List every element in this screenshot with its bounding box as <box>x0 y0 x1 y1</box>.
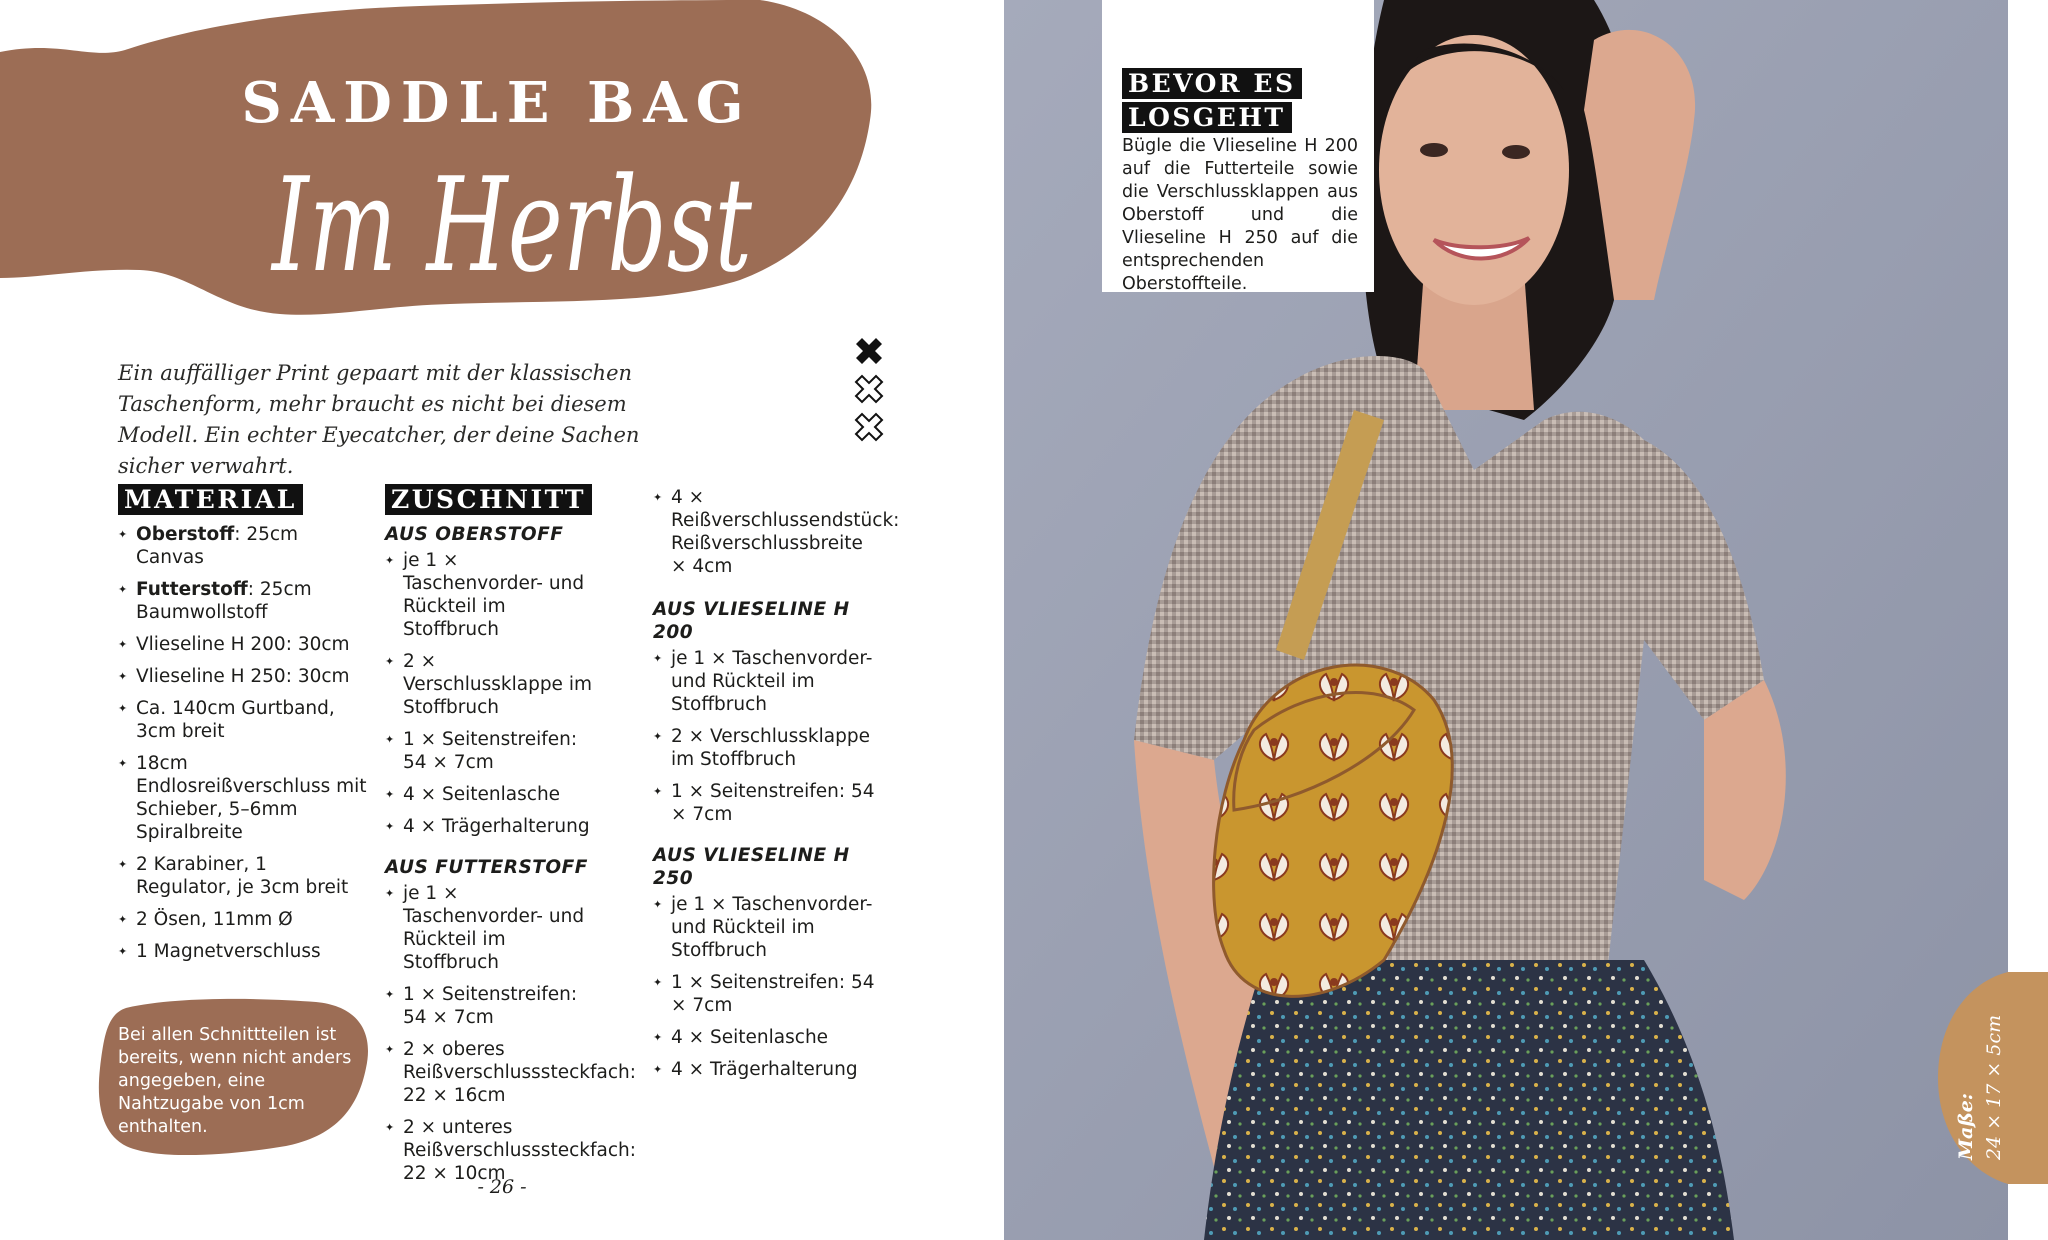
h250-list <box>653 893 878 1081</box>
list-item: ✦ 4 × Reißverschlussendstück: Reißverschlussbreite × 4cm <box>653 486 878 578</box>
futterstoff-list <box>385 882 636 1185</box>
list-item: ✦ 4 × Trägerhalterung <box>385 815 600 838</box>
list-item: ✦ 18cm Endlosreißverschluss mit Schieber, 5–6mm Spiralbreite <box>118 752 368 844</box>
list-item: ✦ je 1 × Taschenvorder- und Rückteil im Stoffbruch <box>653 893 878 962</box>
infobox-heading-2: LOSGEHT <box>1122 102 1292 133</box>
list-item: ✦ Futterstoff: 25cm Baumwollstoff <box>118 578 368 624</box>
futterstoff-subheading: AUS FUTTERSTOFF <box>385 857 588 878</box>
x-marks <box>852 336 886 448</box>
oberstoff-list <box>385 549 600 838</box>
x-mark-outline-icon <box>856 376 882 402</box>
x-mark-outline-icon <box>856 414 882 440</box>
zuschnitt-column <box>385 484 636 1194</box>
list-item: ✦ 4 × Seitenlasche <box>653 1026 878 1049</box>
infobox-text: Bügle die Vlieseline H 200 auf die Futterteile sowie die Verschlussklappen aus Oberstoff und die Vlieseline H 250 auf die entsprechenden Oberstoffteile. <box>1122 136 1358 294</box>
list-item: ✦ 1 × Seitenstreifen: 54 × 7cm <box>653 971 878 1017</box>
zuschnitt-column-2 <box>653 486 900 1090</box>
list-item: ✦ 4 × Seitenlasche <box>385 783 600 806</box>
intro-text: Ein auffälliger Print gepaart mit der klassischen Taschenform, mehr braucht es nicht bei diesem Modell. Ein echter Eyecatcher, der deine Sachen sicher verwahrt. <box>118 361 640 478</box>
measurement-text <box>1938 1010 2008 1160</box>
material-column <box>118 484 368 972</box>
list-item: ✦ je 1 × Taschenvorder- und Rückteil im Stoffbruch <box>385 882 600 974</box>
list-item: ✦ Vlieseline H 250: 30cm <box>118 665 368 688</box>
list-item: ✦ 1 × Seitenstreifen: 54 × 7cm <box>385 983 600 1029</box>
list-item: ✦ je 1 × Taschenvorder- und Rückteil im Stoffbruch <box>653 647 878 716</box>
infobox-headings <box>1122 68 1302 136</box>
infobox-heading-1: BEVOR ES <box>1122 68 1302 99</box>
extra-list <box>653 486 900 578</box>
list-item: ✦ Ca. 140cm Gurtband, 3cm breit <box>118 697 368 743</box>
material-list <box>118 523 368 963</box>
before-start-infobox <box>1102 0 1374 292</box>
list-item: ✦ Vlieseline H 200: 30cm <box>118 633 368 656</box>
list-item: ✦ 2 Ösen, 11mm Ø <box>118 908 368 931</box>
seam-allowance-note: Bei allen Schnittteilen ist bereits, wenn nicht anders angegeben, eine Nahtzugabe von 1cm enthalten. <box>118 1025 352 1137</box>
left-page <box>0 0 1004 1240</box>
list-item: ✦ Oberstoff: 25cm Canvas <box>118 523 368 569</box>
list-item: ✦ 4 × Trägerhalterung <box>653 1058 878 1081</box>
h200-subheading: AUS VLIESELINE H 200 <box>653 599 850 643</box>
list-item: ✦ 1 × Seitenstreifen: 54 × 7cm <box>653 780 878 826</box>
list-item: ✦ 2 × unteres Reißverschlusssteckfach: 22 × 10cm <box>385 1116 600 1185</box>
h200-list <box>653 647 878 826</box>
list-item: ✦ 2 × oberes Reißverschlusssteckfach: 22 × 16cm <box>385 1038 600 1107</box>
zuschnitt-heading: ZUSCHNITT <box>385 484 592 515</box>
title-script-text: Im Herbst <box>270 149 753 301</box>
material-heading: MATERIAL <box>118 484 303 515</box>
list-item: ✦ je 1 × Taschenvorder- und Rückteil im Stoffbruch <box>385 549 600 641</box>
list-item: ✦ 2 × Verschlussklappe im Stoffbruch <box>385 650 600 719</box>
x-mark-filled-icon <box>856 338 882 364</box>
page-number: - 26 - <box>477 1176 527 1198</box>
h250-subheading: AUS VLIESELINE H 250 <box>653 845 850 889</box>
oberstoff-subheading: AUS OBERSTOFF <box>385 524 564 545</box>
list-item: ✦ 2 × Verschlussklappe im Stoffbruch <box>653 725 878 771</box>
title-script <box>262 120 762 320</box>
measurement-label: Maße: <box>1955 1093 1977 1160</box>
list-item: ✦ 2 Karabiner, 1 Regulator, je 3cm breit <box>118 853 368 899</box>
measurement-value: 24 × 17 × 5cm <box>1983 1014 2005 1160</box>
list-item: ✦ 1 × Seitenstreifen: 54 × 7cm <box>385 728 600 774</box>
list-item: ✦ 1 Magnetverschluss <box>118 940 368 963</box>
title-saddle-bag: SADDLE BAG <box>241 70 753 136</box>
